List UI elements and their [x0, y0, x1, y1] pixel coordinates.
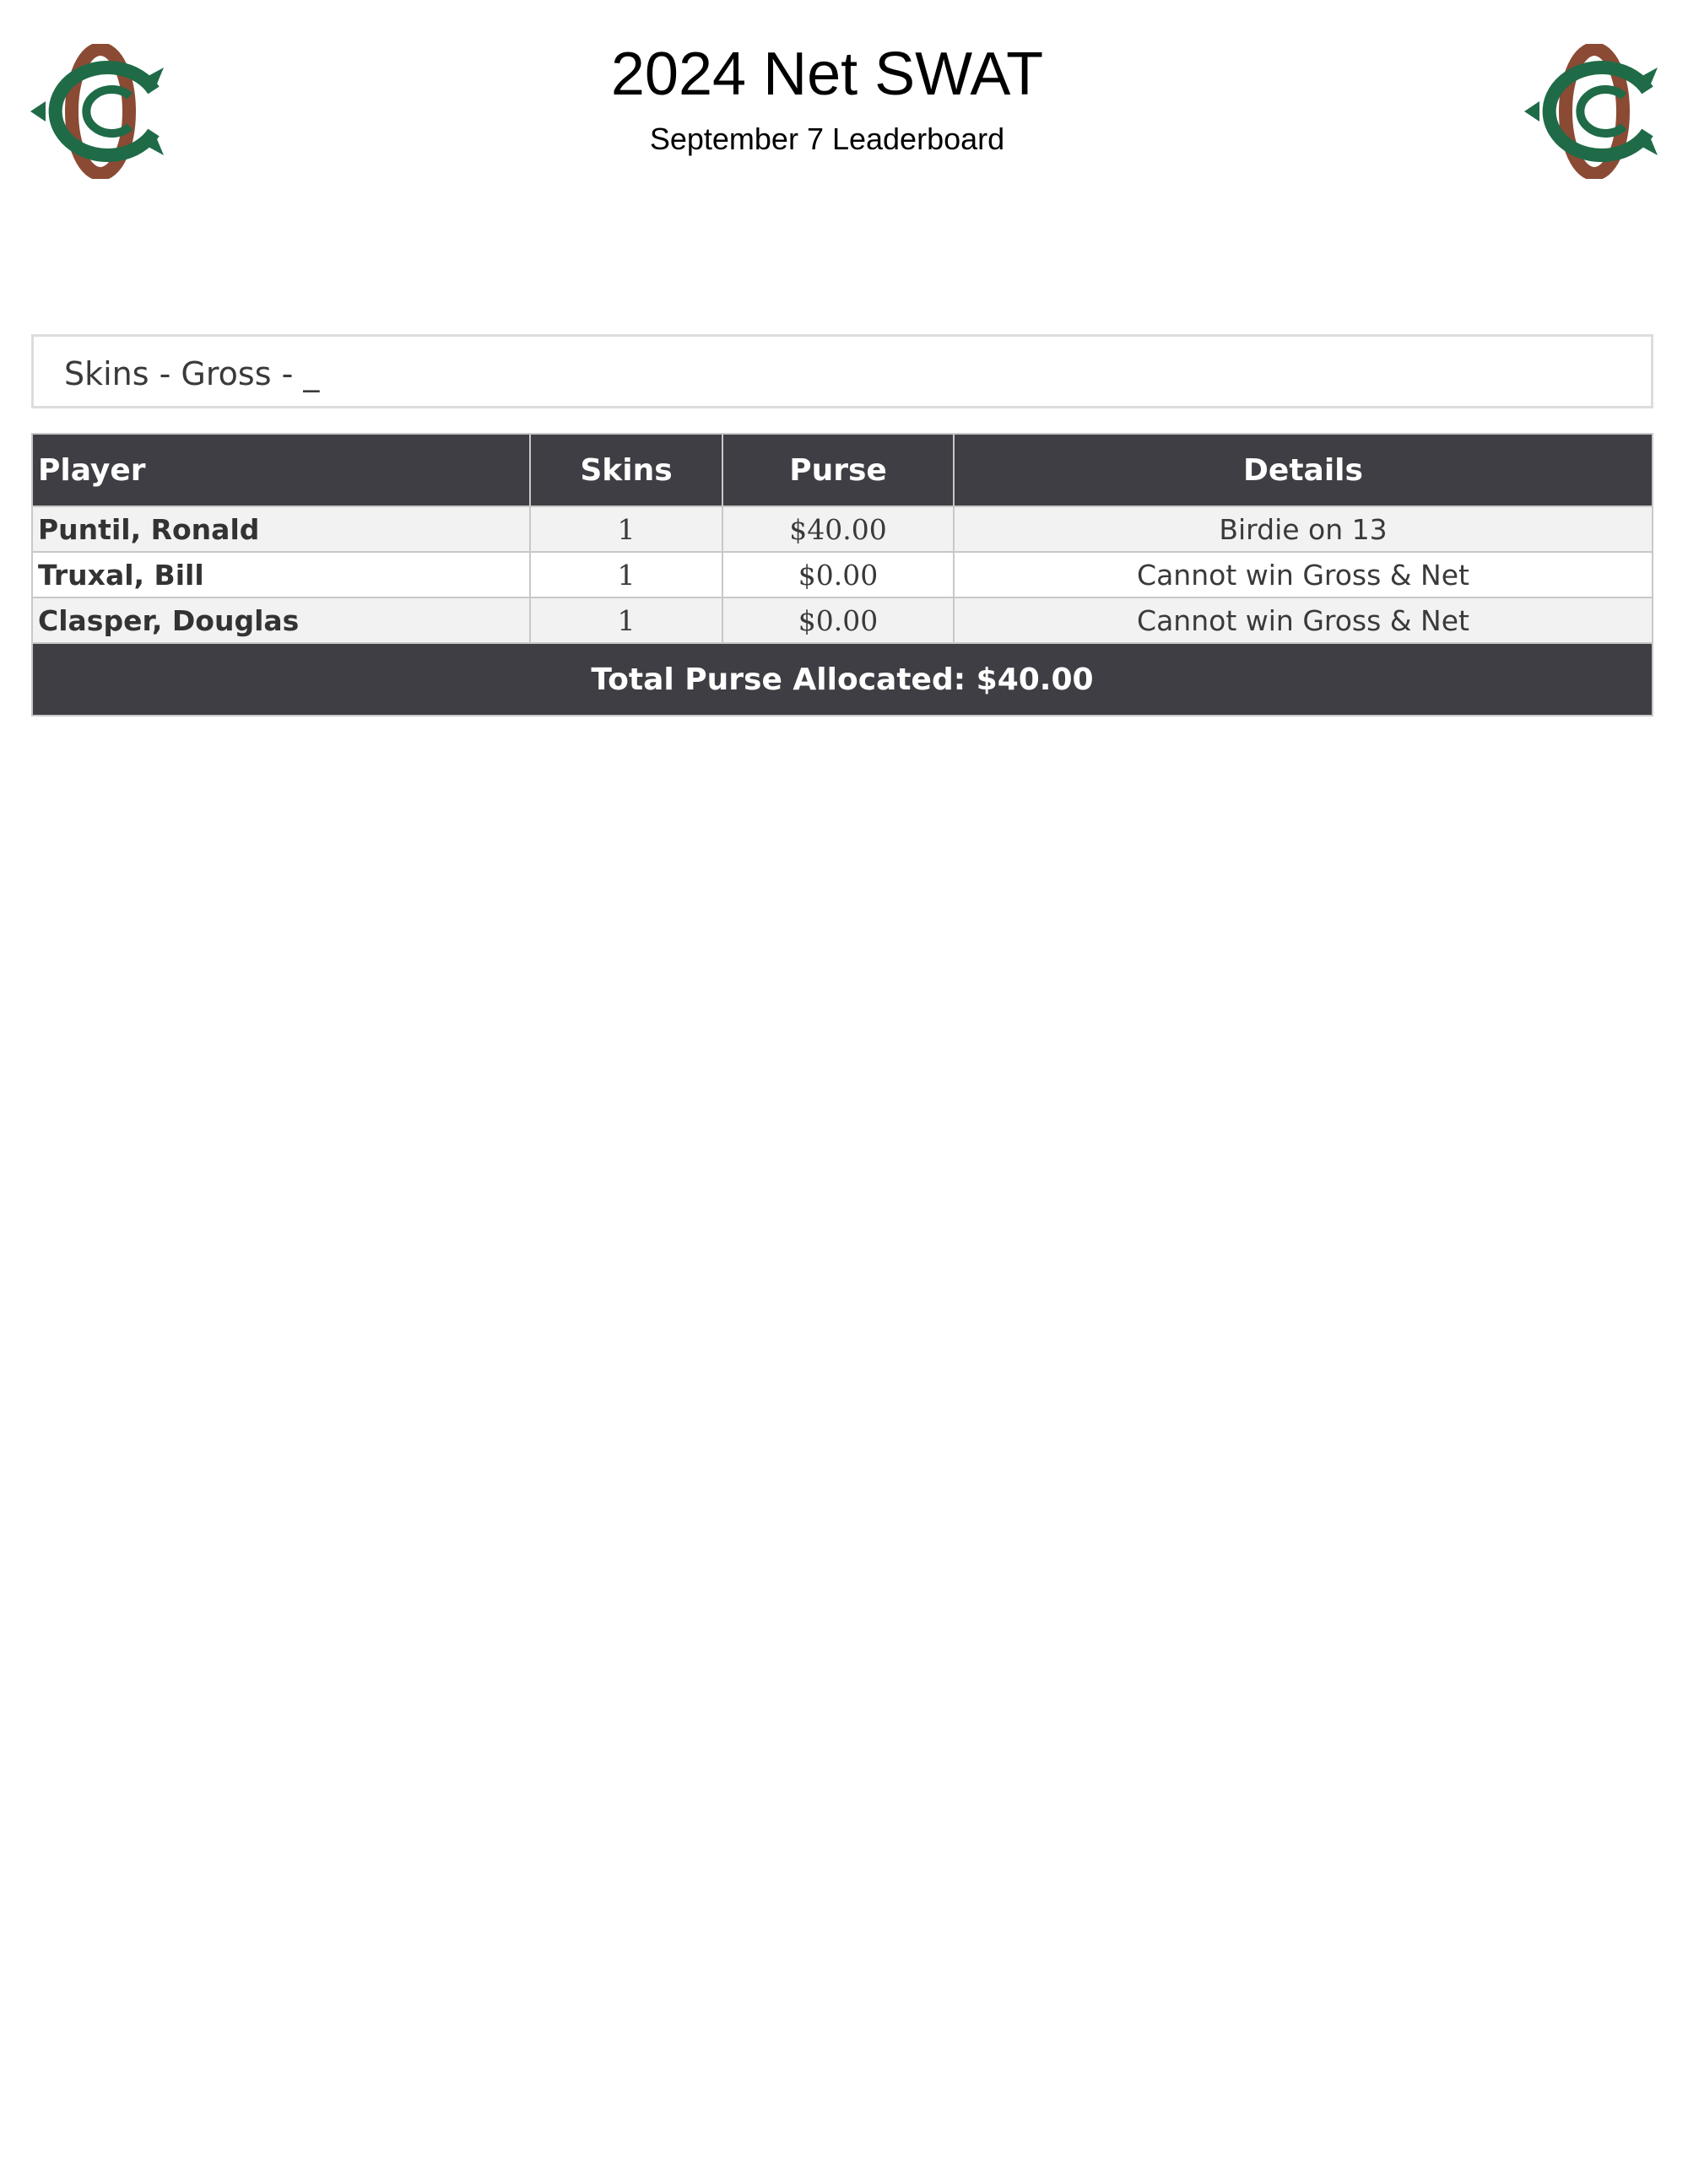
column-header-purse: Purse — [722, 434, 954, 506]
skins-count: 1 — [530, 552, 722, 597]
skins-count: 1 — [530, 597, 722, 643]
player-name: Puntil, Ronald — [32, 506, 530, 552]
column-header-details: Details — [954, 434, 1653, 506]
total-purse-allocated: Total Purse Allocated: $40.00 — [32, 643, 1653, 716]
page-subtitle: September 7 Leaderboard — [649, 122, 1005, 156]
purse-amount: $0.00 — [722, 597, 954, 643]
column-header-player: Player — [32, 434, 530, 506]
leaderboard-table — [31, 433, 1653, 716]
details-text: Cannot win Gross & Net — [954, 597, 1653, 643]
player-name: Truxal, Bill — [32, 552, 530, 597]
table-header-row — [32, 434, 1653, 506]
details-text: Cannot win Gross & Net — [954, 552, 1653, 597]
table-row — [32, 597, 1653, 643]
table-row — [32, 552, 1653, 597]
player-name: Clasper, Douglas — [32, 597, 530, 643]
purse-amount: $40.00 — [722, 506, 954, 552]
skins-count: 1 — [530, 506, 722, 552]
section-header — [31, 334, 1653, 408]
details-text: Birdie on 13 — [954, 506, 1653, 552]
section-title: Skins - Gross - _ — [64, 355, 320, 392]
table-footer-row — [32, 643, 1653, 716]
purse-amount: $0.00 — [722, 552, 954, 597]
column-header-skins: Skins — [530, 434, 722, 506]
table-row — [32, 506, 1653, 552]
page-title: 2024 Net SWAT — [610, 41, 1044, 108]
